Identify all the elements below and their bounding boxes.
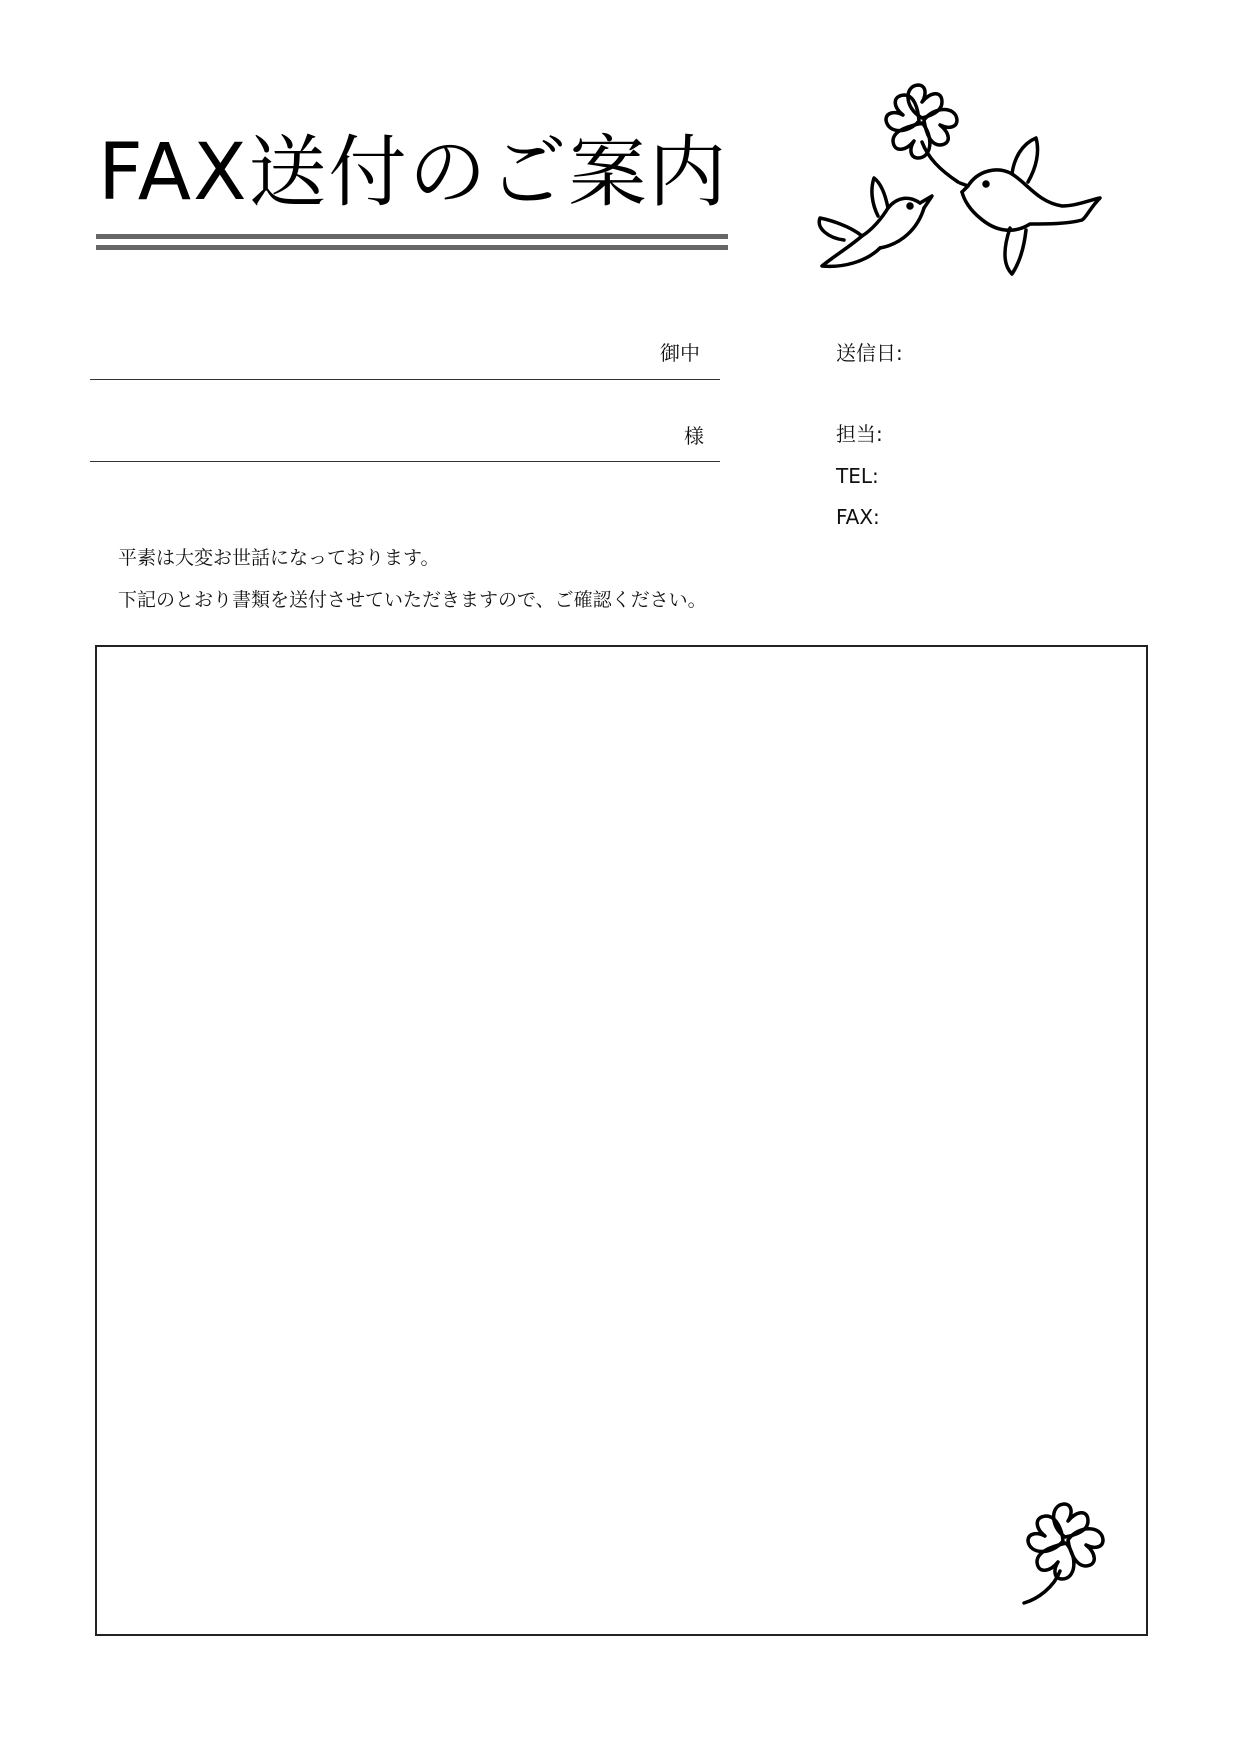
title-underline-top — [96, 234, 728, 239]
fax-label: FAX: — [836, 505, 880, 529]
title-underline-bottom — [96, 245, 728, 250]
company-suffix: 御中 — [660, 341, 700, 365]
message-box — [95, 645, 1148, 1636]
contact-person-label: 担当: — [836, 422, 883, 446]
tel-label: TEL: — [836, 464, 879, 488]
greeting-line-2: 下記のとおり書類を送付させていただきますので、ご確認ください。 — [118, 589, 707, 611]
bird-icon-right — [960, 138, 1100, 274]
page-title: FAX送付のご案内 — [98, 128, 729, 218]
bird-icon-left — [819, 178, 932, 266]
clover-icon — [886, 85, 958, 182]
send-date-label: 送信日: — [836, 341, 903, 365]
birds-and-clover-icon — [800, 78, 1120, 288]
clover-icon — [1010, 1495, 1115, 1610]
greeting-line-1: 平素は大変お世話になっております。 — [118, 547, 440, 569]
company-name-line — [90, 379, 720, 380]
person-name-line — [90, 461, 720, 462]
person-suffix: 様 — [684, 424, 704, 448]
